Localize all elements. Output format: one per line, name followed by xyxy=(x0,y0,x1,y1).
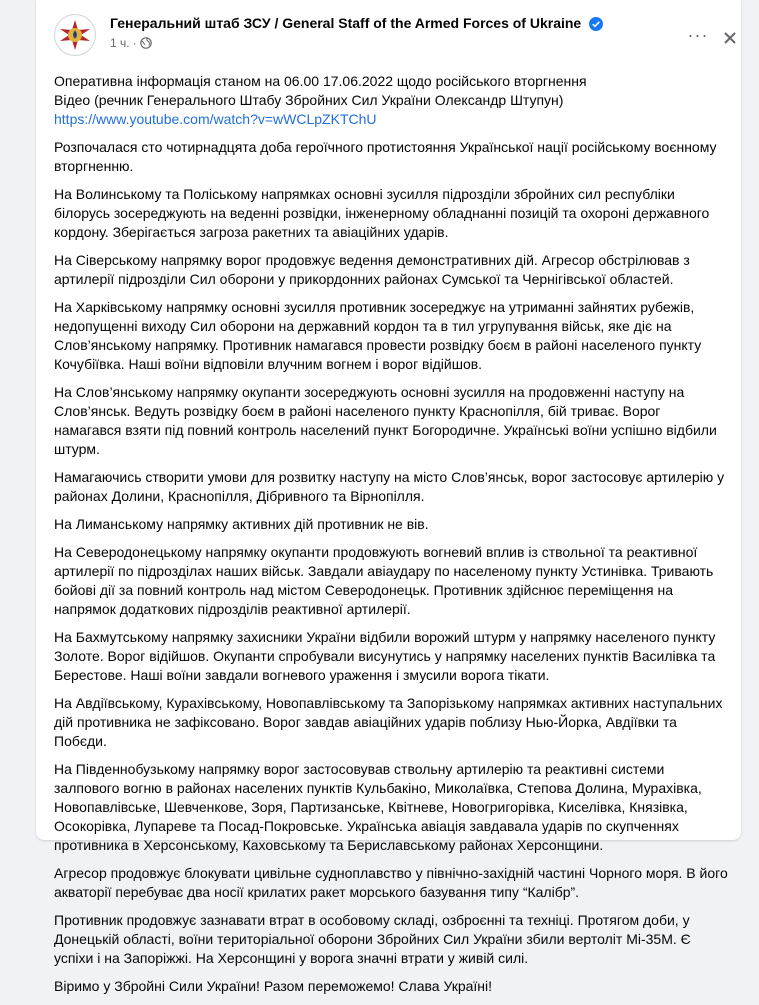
armed-forces-emblem-icon xyxy=(55,15,95,55)
post-paragraph: Розпочалася сто чотирнадцята доба героїчного протистояння Української нації російському воєнному вторгненню. xyxy=(54,139,717,174)
globe-icon[interactable] xyxy=(140,37,152,52)
post-body xyxy=(54,72,730,1005)
post-paragraph: Противник продовжує зазнавати втрат в особовому складі, озброєнні та техніці. Протягом доби, у Донецькій області, воїни територіальної оборони Збройних Сил України збили вертоліт Мі-35М. Є успіхи і на Запоріжжі. На Херсонщині у ворога значні втрати у живій силі. xyxy=(54,912,691,966)
post-paragraph: Намагаючись створити умови для розвитку наступу на місто Слов’янськ, ворог застосовує артилерію у районах Долини, Краснопілля, Дібривного та Вірнопілля. xyxy=(54,469,725,504)
video-caption: Відео (речник Генерального Штабу Збройних Сил України Олександр Штупун) xyxy=(54,92,564,108)
post-paragraph: На Волинському та Поліському напрямках основні зусилля підрозділи збройних сил республіки білорусь зосереджують на веденні розвідки, інженерному обладнанні позицій та охороні державного кордону. Зберігається загроза ракетних та авіаційних ударів. xyxy=(54,186,710,240)
post-paragraph: На Харківському напрямку основні зусилля противник зосереджує на утриманні зайнятих рубежів, недопущенні виходу Сил оборони на державний кордон та в тил угрупування військ, яке діє на Слов’янському напрямку. Противник намагався провести розвідку боєм в районі населеного пункту Кочубіївка. Наші воїни відповіли влучним вогнем і ворог відійшов. xyxy=(54,299,702,372)
post-header-paragraph xyxy=(54,72,730,129)
page-avatar[interactable] xyxy=(54,14,96,56)
post-card xyxy=(36,0,741,994)
more-options-icon[interactable]: ··· xyxy=(687,25,709,45)
post-paragraph: На Сіверському напрямку ворог продовжує ведення демонстративних дій. Агресор обстрілював з артилерії підрозділи Сил оборони у прикордонних районах Сумської та Чернігівської областей. xyxy=(54,252,690,287)
post-paragraph: На Бахмутському напрямку захисники України відбили ворожий штурм у напрямку населеного пункту Золоте. Ворог відійшов. Окупанти спробували висунутись у напрямку населених пунктів Василівка та Берестове. Наші воїни завдали вогневого ураження і змусили ворога тікати. xyxy=(54,629,716,683)
post-paragraph: На Лиманському напрямку активних дій противник не вів. xyxy=(54,516,429,532)
post-paragraph: Агресор продовжує блокувати цивільне судноплавство у північно-західній частині Чорного моря. В його акваторії перебуває два носії крилатих ракет морського базування типу “Калібр”. xyxy=(54,865,728,900)
video-link[interactable]: https://www.youtube.com/watch?v=wWCLpZKTChU xyxy=(54,111,377,127)
post-paragraph: На Слов’янському напрямку окупанти зосереджують основні зусилля на продовженні наступу на Слов’янськ. Ведуть розвідку боєм в районі населеного пункту Краснопілля, бій триває. Ворог намагався взяти під повний контроль населений пункт Богородичне. Українські воїни успішно відбили штурм. xyxy=(54,384,717,457)
post-paragraph: Віримо у Збройні Сили України! Разом переможемо! Слава Україні! xyxy=(54,978,493,994)
close-icon[interactable] xyxy=(722,30,738,46)
post-paragraph: На Северодонецькому напрямку окупанти продовжують вогневий вплив із ствольної та реактивної артилерії по підрозділах наших військ. Завдали авіаудару по населеному пункту Устинівка. Тривають бойові дії за повний контроль над містом Северодонецьк. Противник здійснює переміщення на напрямок додаткових підрозділів реактивної артилерії. xyxy=(54,544,714,617)
meta-separator: · xyxy=(132,36,137,50)
post-paragraph: На Південнобузькому напрямку ворог застосовував ствольну артилерію та реактивні системи залпового вогню в районах населених пунктів Кульбакіно, Миколаївка, Степова Долина, Мурахівка, Новопавлівське, Шевченкове, Зоря, Партизанське, Квітневе, Новогригорівка, Киселівка, Князівка, Осокорівка, Лупареве та Посад-Покровське. Українська авіація завдавала ударів по скупченнях противника в Херсонському, Каховському та Бериславському районах Херсонщини. xyxy=(54,761,702,853)
post-paragraph: На Авдіївському, Курахівському, Новопавлівському та Запорізькому напрямках активних наступальних дій противника не зафіксовано. Ворог завдав авіаційних ударів поблизу Нью-Йорка, Авдіївки та Побєди. xyxy=(54,695,723,749)
page-name[interactable] xyxy=(110,15,603,34)
post-time[interactable]: 1 ч. xyxy=(110,36,130,50)
verified-badge-icon xyxy=(589,17,603,34)
post-headline: Оперативна інформація станом на 06.00 17.06.2022 щодо російського вторгнення xyxy=(54,73,587,89)
page-name-text[interactable]: Генеральний штаб ЗСУ / General Staff of the Armed Forces of Ukraine xyxy=(110,15,582,31)
post-meta xyxy=(110,36,152,52)
